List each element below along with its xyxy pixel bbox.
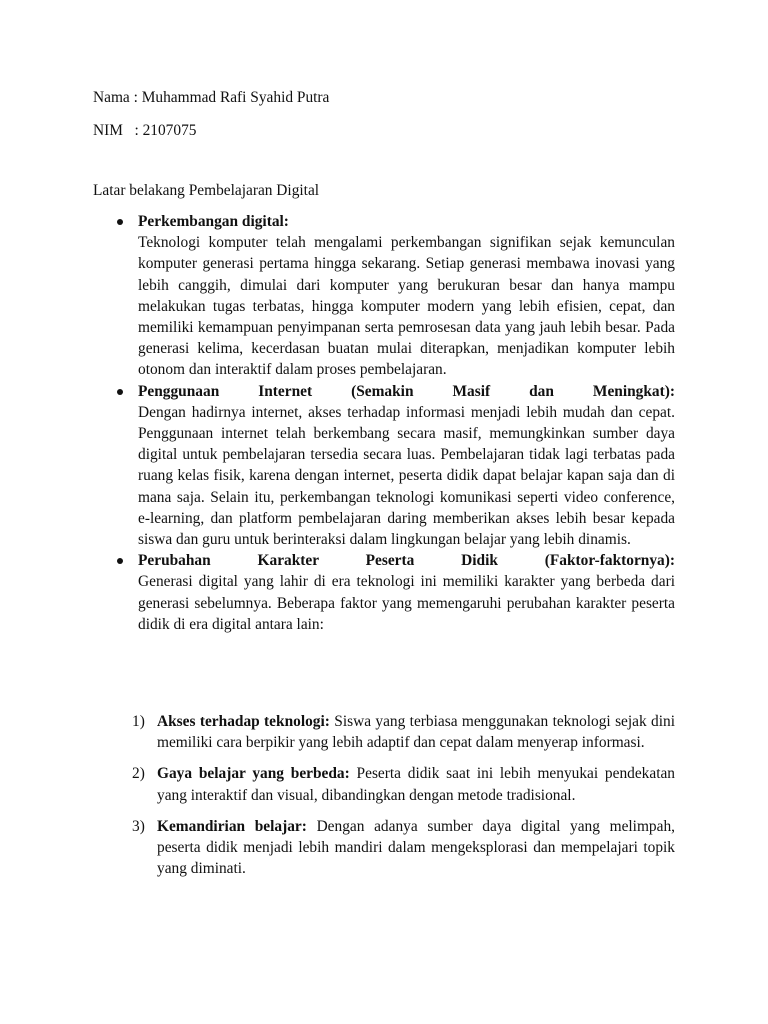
factor-item-technology-access [132, 711, 675, 753]
factor-text: Siswa yang terbiasa menggunakan teknologi sejak dini memiliki cara berpikir yang lebih adaptif dan cepat dalam menyerap informasi. [157, 713, 675, 752]
bullet-item-learner-character [138, 550, 675, 635]
factor-number: 1) [132, 713, 145, 730]
factor-title: Gaya belajar yang berbeda: [157, 765, 350, 783]
student-name-line: Nama : Muhammad Rafi Syahid Putra [93, 89, 330, 106]
section-title: Latar belakang Pembelajaran Digital [93, 182, 320, 199]
factor-text: Dengan adanya sumber daya digital yang melimpah, peserta didik menjadi lebih mandiri dalam mengeksplorasi dan mempelajari topik yang diminati. [157, 817, 675, 878]
bullet-heading: Penggunaan Internet (Semakin Masif dan Meningkat): [138, 382, 675, 400]
bullet-heading: Perkembangan digital: [138, 213, 289, 230]
student-nim-line: NIM : 2107075 [93, 122, 197, 139]
bullet-item-digital-development [138, 211, 675, 381]
bullet-item-internet-usage [138, 381, 675, 551]
factor-item-learning-style [132, 763, 675, 805]
factor-title: Akses terhadap teknologi: [157, 713, 330, 730]
bullet-heading: Perubahan Karakter Peserta Didik (Faktor-faktornya): [138, 552, 675, 570]
factor-number: 3) [132, 817, 145, 835]
factor-item-learning-independence [132, 816, 675, 880]
bullet-body: Teknologi komputer telah mengalami perkembangan signifikan sejak kemunculan komputer generasi pertama hingga sekarang. Setiap generasi membawa inovasi yang lebih canggih, dimulai dari komputer yang berukuran besar dan hanya mampu melakukan tugas terbatas, hingga komputer modern yang lebih efisien, cepat, dan memiliki kemampuan penyimpanan serta pemrosesan data yang jauh lebih besar. Pada generasi kelima, kecerdasan buatan mulai diterapkan, menjadikan komputer lebih otonom dan interaktif dalam proses pembelajaran. [138, 234, 675, 379]
factor-number: 2) [132, 765, 145, 783]
bullet-body: Dengan hadirnya internet, akses terhadap informasi menjadi lebih mudah dan cepat. Penggunaan internet telah berkembang secara masif, memungkinkan sumber daya digital untuk pembelajaran tersedia secara luas. Pembelajaran tidak lagi terbatas pada ruang kelas fisik, karena dengan internet, peserta didik dapat belajar kapan saja dan di mana saja. Selain itu, perkembangan teknologi komunikasi seperti video conference, e-learning, dan platform pembelajaran daring memberikan akses lebih besar kepada siswa dan guru untuk berinteraksi dalam lingkungan belajar yang lebih dinamis. [138, 403, 675, 549]
bullet-body: Generasi digital yang lahir di era teknologi ini memiliki karakter yang berbeda dari generasi sebelumnya. Beberapa faktor yang memengaruhi perubahan karakter peserta didik di era digital antara lain: [138, 573, 675, 633]
factor-title: Kemandirian belajar: [157, 817, 307, 835]
factor-list [132, 711, 675, 889]
bullet-list [138, 211, 675, 635]
factor-text: Peserta didik saat ini lebih menyukai pendekatan yang interaktif dan visual, dibandingkan dengan metode tradisional. [157, 765, 675, 804]
